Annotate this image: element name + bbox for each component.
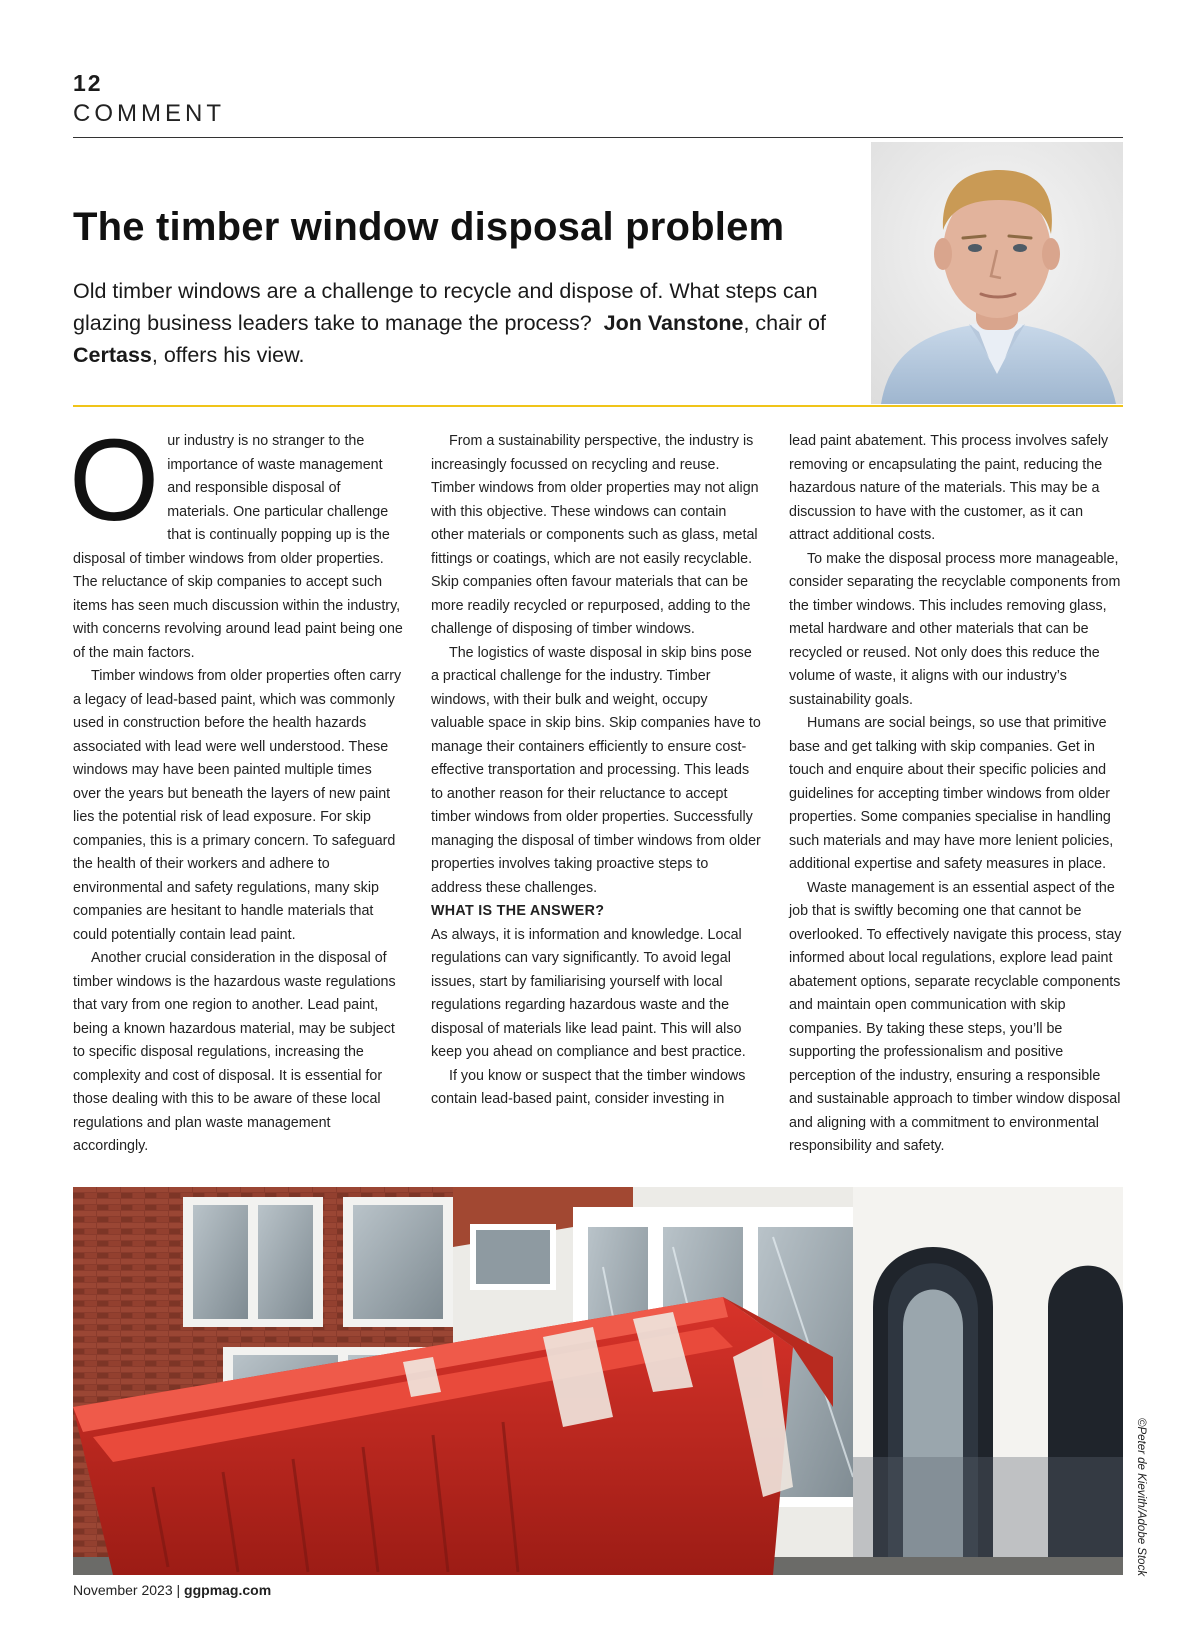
paragraph: ur industry is no stranger to the importance of waste management and responsible disposal of materials. One particular challenge that is continually popping up is the disposal of timber windows from older properties. The reluctance of skip companies to accept such items has seen much discussion within the industry, with concerns revolving around lead paint being one of the main factors. xyxy=(73,433,403,661)
page-number: 12 xyxy=(73,70,103,96)
author-portrait xyxy=(871,142,1123,404)
footer xyxy=(73,1582,271,1598)
paragraph: Waste management is an essential aspect of the job that is swiftly becoming one that cannot be overlooked. To effectively navigate this process, stay informed about local regulations, explore lead paint abatement options, separate recyclable components and maintain open communication with skip companies. By taking these steps, you’ll be supporting the professionalism and positive perception of the industry, ensuring a responsible and sustainable approach to timber window disposal and aligning with a commitment to environmental responsibility and safety. xyxy=(789,879,1122,1154)
body-column-3 xyxy=(789,430,1123,1159)
subheading: WHAT IS THE ANSWER? xyxy=(431,903,605,919)
standfirst-role: , chair of xyxy=(743,311,826,335)
author-name: Jon Vanstone xyxy=(603,311,744,335)
body-column-1 xyxy=(69,415,403,1159)
photo-credit xyxy=(1125,1418,1155,1578)
paragraph: To make the disposal process more manageable, consider separating the recyclable components from the timber windows. This includes removing glass, metal hardware and other materials that can be recycled or reused. Not only does this reduce the volume of waste, it aligns with our industry’s sustainability goals. xyxy=(789,550,1121,708)
paragraph: lead paint abatement. This process involves safely removing or encapsulating the paint, reducing the hazardous nature of the materials. This may be a discussion to have with the customer, as it can attract additional costs. xyxy=(789,433,1109,543)
body-column-2 xyxy=(431,430,761,1112)
paragraph: From a sustainability perspective, the industry is increasingly focussed on recycling and reuse. Timber windows from older properties may not align with this objective. These windows can contain other materials or components such as glass, metal fittings or coatings, which are not easily recyclable. Skip companies often favour materials that can be more readily recycled or repurposed, adding to the challenge of disposing of timber windows. xyxy=(431,433,759,637)
dropcap: O xyxy=(69,415,160,545)
accent-divider xyxy=(73,405,1123,407)
paragraph: Humans are social beings, so use that primitive base and get talking with skip companies. Get in touch and enquire about their specific policies and guidelines for accepting timber windows from older properties. Some companies specialise in handling such materials and may have more lenient policies, additional expertise and safety measures in place. xyxy=(789,715,1114,872)
paragraph: Timber windows from older properties often carry a legacy of lead-based paint, which was commonly used in construction before the health hazards associated with lead were well understood. These windows may have been painted multiple times over the years but beneath the layers of new paint lies the potential risk of lead exposure. For skip companies, this is a primary concern. To safeguard the health of their workers and adhere to environmental and safety regulations, many skip companies are hesitant to handle materials that could potentially contain lead paint. xyxy=(73,668,402,943)
paragraph: Another crucial consideration in the disposal of timber windows is the hazardous waste regulations that vary from one region to another. Lead paint, being a known hazardous material, may be subject to specific disposal regulations, increasing the complexity and cost of disposal. It is essential for those dealing with this to be aware of these local regulations and plan waste management accordingly. xyxy=(73,950,396,1154)
top-divider xyxy=(73,137,1123,138)
paragraph: If you know or suspect that the timber windows contain lead-based paint, consider investing in xyxy=(431,1067,746,1107)
footer-date: November 2023 xyxy=(73,1582,173,1598)
footer-site: ggpmag.com xyxy=(184,1582,272,1598)
paragraph: As always, it is information and knowledge. Local regulations can vary significantly. To avoid legal issues, start by familiarising yourself with local regulations regarding hazardous waste and the disposal of materials like lead paint. This will also keep you ahead on compliance and best practice. xyxy=(431,926,746,1060)
headline: The timber window disposal problem xyxy=(73,205,785,249)
skip-photo xyxy=(73,1187,1123,1575)
footer-separator: | xyxy=(176,1582,181,1598)
standfirst-lead: Old timber windows are a challenge to recycle and dispose of. What steps can glazing business leaders take to manage the process? xyxy=(73,279,818,335)
paragraph: The logistics of waste disposal in skip bins pose a practical challenge for the industry. Timber windows, with their bulk and weight, occupy valuable space in skip bins. Skip companies have to manage their containers efficiently to ensure cost-effective transportation and processing. This leads to another reason for their reluctance to accept timber windows from older properties. Successfully managing the disposal of timber windows from older properties involves taking proactive steps to address these challenges. xyxy=(431,644,761,896)
section-label: COMMENT xyxy=(73,100,225,127)
standfirst-suffix: , offers his view. xyxy=(151,343,305,367)
organisation-name: Certass xyxy=(73,343,152,367)
standfirst xyxy=(73,275,843,371)
photo-credit-text: ©Peter de Kievith/Adobe Stock xyxy=(1135,1418,1147,1577)
